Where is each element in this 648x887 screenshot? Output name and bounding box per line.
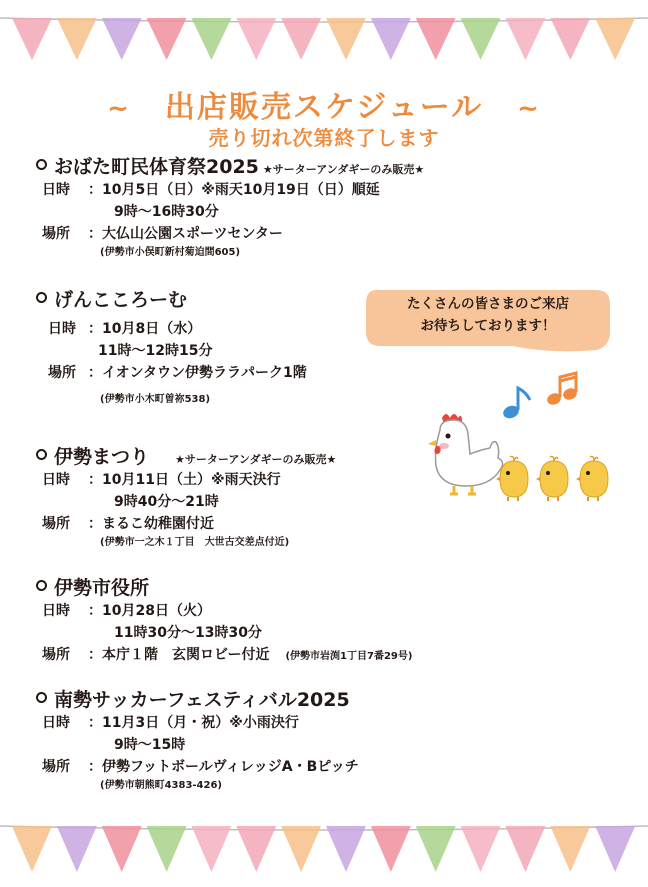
place-row: 場所 ：伊勢フットボールヴィレッジA・Bピッチ: [36, 756, 636, 778]
event-title: [36, 685, 636, 712]
place-value: 大仏山公園スポーツセンター: [102, 226, 283, 242]
event-note: ★サーターアンダギーのみ販売★: [262, 163, 425, 176]
date-value: 10月8日（水）: [102, 321, 202, 337]
pennant-flag: [147, 18, 187, 60]
event-title: [36, 573, 636, 600]
event-note: ★サーターアンダギーのみ販売★: [175, 453, 337, 466]
bullet-icon: [36, 449, 47, 460]
pennant-flag: [461, 18, 501, 60]
pennant-flag: [281, 826, 321, 872]
bubble-line-1: たくさんの皆さまのご来店: [407, 296, 569, 312]
address: (伊勢市小俣町新村菊迫間605): [100, 247, 241, 258]
pennant-flag: [57, 18, 97, 60]
chick-3: [576, 457, 608, 502]
date-label: 日時: [42, 182, 70, 198]
event-nansei-soccer: [36, 685, 636, 794]
date-row: 日時 ：10月5日（日）※雨天10月19日（日）順延: [36, 179, 636, 201]
orange-note-icon: [546, 373, 579, 407]
time-row: 9時40分～21時: [114, 494, 219, 510]
pennant-flag: [371, 826, 411, 872]
bullet-icon: [36, 580, 47, 591]
time-row: 11時30分～13時30分: [114, 625, 262, 641]
pennant-flag: [595, 18, 635, 60]
place-label: 場所: [42, 759, 70, 775]
place-row: 場所 ：大仏山公園スポーツセンター: [36, 223, 636, 245]
date-value: 10月11日（土）※雨天決行: [102, 472, 281, 488]
bullet-icon: [36, 692, 47, 703]
pennant-flag: [12, 826, 52, 872]
pennant-flag: [191, 18, 231, 60]
page-subtitle: 売り切れ次第終了します: [208, 126, 440, 150]
date-label: 日時: [42, 715, 70, 731]
address: (伊勢市朝熊町4383-426): [100, 780, 222, 791]
date-label: 日時: [48, 321, 76, 337]
pennant-flag: [326, 826, 366, 872]
title-text: 出店販売スケジュール: [164, 90, 484, 125]
date-row: 日時 ：10月28日（火）: [36, 600, 636, 622]
pennant-flag: [326, 18, 366, 60]
pennant-flag: [236, 826, 276, 872]
pennant-flag: [281, 18, 321, 60]
event-ise-city-hall: [36, 573, 636, 668]
bubble-line-2: お待ちしております！: [420, 318, 556, 334]
pennant-flag: [102, 18, 142, 60]
address: (伊勢市一之木１丁目 大世古交差点付近): [100, 537, 290, 548]
date-label: 日時: [42, 472, 70, 488]
music-notes-icon: [500, 368, 580, 423]
place-label: 場所: [42, 647, 70, 663]
place-value: まるこ幼稚園付近: [102, 516, 214, 532]
date-row: 日時 ：11月3日（月・祝）※小雨決行: [36, 712, 636, 734]
chick-2: [536, 457, 568, 502]
date-label: 日時: [42, 603, 70, 619]
place-label: 場所: [42, 516, 70, 532]
pennant-flag: [102, 826, 142, 872]
event-name: 伊勢まつり: [54, 446, 150, 468]
pennant-flag: [461, 826, 501, 872]
date-value: 11月3日（月・祝）※小雨決行: [102, 715, 299, 731]
title-tilde-left: ~: [107, 94, 131, 124]
pennant-flag: [57, 826, 97, 872]
date-row: 日時 ：10月8日（水）: [36, 318, 636, 340]
event-title: [36, 152, 636, 179]
pennant-flag: [371, 18, 411, 60]
pennant-flag: [416, 18, 456, 60]
event-obata: [36, 152, 636, 261]
pennant-flag: [416, 826, 456, 872]
date-value: 10月5日（日）※雨天10月19日（日）順延: [102, 182, 380, 198]
place-value: イオンタウン伊勢ララパーク1階: [102, 365, 307, 381]
bullet-icon: [36, 292, 47, 303]
pennant-flag: [147, 826, 187, 872]
bullet-icon: [36, 159, 47, 170]
place-row: 場所 ：イオンタウン伊勢ララパーク1階: [36, 362, 636, 384]
place-row: 場所 ：本庁１階 玄関ロビー付近 (伊勢市岩渕1丁目7番29号): [36, 644, 636, 668]
place-value: 伊勢フットボールヴィレッジA・Bピッチ: [102, 759, 359, 775]
event-name: 伊勢市役所: [54, 577, 150, 599]
address: (伊勢市小木町曽祢538): [100, 394, 211, 405]
chicks-illustration: [496, 455, 616, 503]
bottom-bunting: [0, 820, 648, 880]
pennant-flag: [12, 18, 52, 60]
chick-1: [496, 457, 528, 502]
date-value: 10月28日（火）: [102, 603, 211, 619]
page-title: [0, 82, 648, 126]
place-value: 本庁１階 玄関ロビー付近: [102, 647, 270, 663]
place-row: 場所 ：まるこ幼稚園付近: [36, 513, 636, 535]
event-name: げんこころーむ: [54, 289, 188, 311]
time-row: 9時～15時: [114, 737, 186, 753]
pennant-flag: [191, 826, 231, 872]
event-name: おばた町民体育祭2025: [54, 156, 259, 178]
pennant-flag: [550, 826, 590, 872]
pennant-flag: [550, 18, 590, 60]
event-name: 南勢サッカーフェスティバル2025: [54, 689, 350, 711]
address: (伊勢市岩渕1丁目7番29号): [285, 651, 413, 662]
pennant-flag: [505, 826, 545, 872]
place-label: 場所: [48, 365, 76, 381]
top-bunting: [0, 0, 648, 60]
time-row: 9時～16時30分: [114, 204, 219, 220]
bubble-text: [362, 293, 614, 337]
place-label: 場所: [42, 226, 70, 242]
time-row: 11時～12時15分: [98, 343, 213, 359]
pennant-flag: [505, 18, 545, 60]
title-tilde-right: ~: [517, 94, 541, 124]
pennant-flag: [595, 826, 635, 872]
pennant-flag: [236, 18, 276, 60]
date-row: 日時 ：10月11日（土）※雨天決行: [36, 469, 636, 491]
